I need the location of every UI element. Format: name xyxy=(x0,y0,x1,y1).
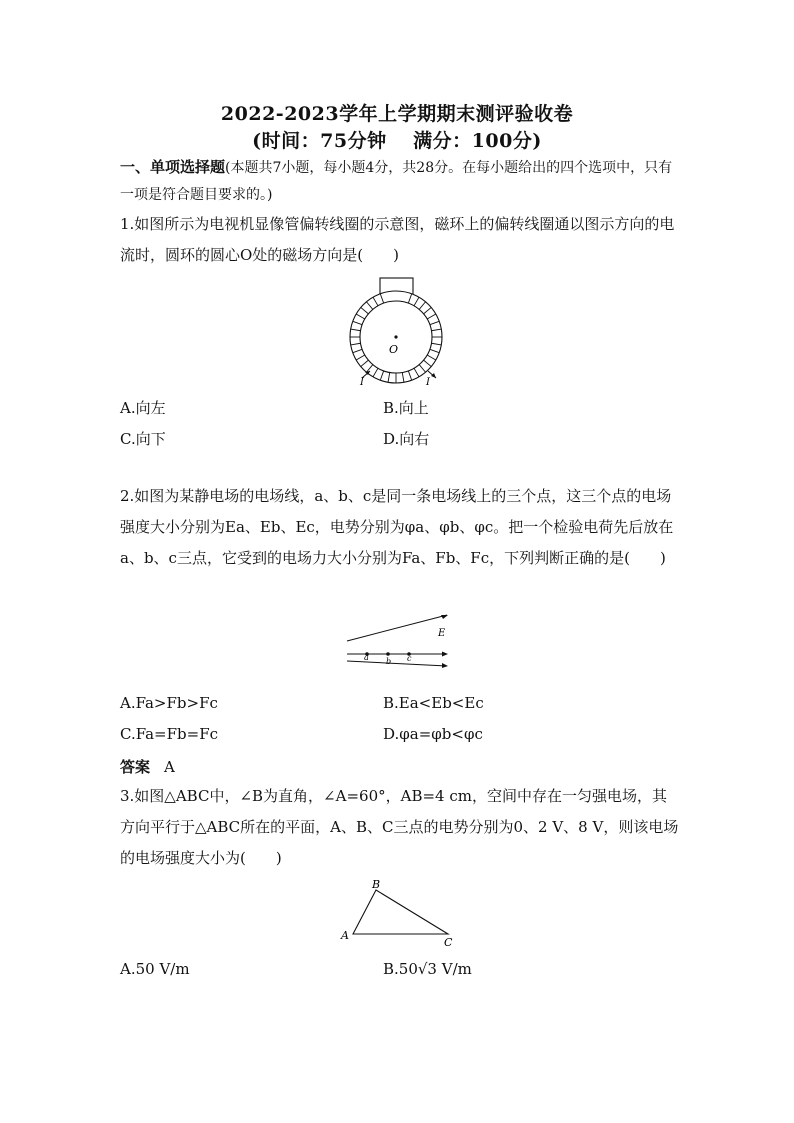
label-vertex-c: C xyxy=(444,936,453,948)
q1-option-c[interactable]: C.向下 xyxy=(120,430,166,448)
field-line-top xyxy=(347,615,447,641)
label-vertex-a: A xyxy=(341,929,349,942)
answer-value: A xyxy=(164,758,175,776)
field-line-middle-arrow xyxy=(442,652,448,657)
q2-answer xyxy=(120,756,175,777)
exam-subtitle: (时间：75分钟 满分：100分) xyxy=(252,130,542,152)
triangle-abc xyxy=(353,890,448,934)
label-center-o: O xyxy=(389,343,399,356)
triangle-abc-figure xyxy=(338,876,463,948)
electric-field-lines-figure xyxy=(342,608,457,670)
q3-option-b[interactable]: B.50√3 V/m xyxy=(383,960,472,978)
label-point-c: c xyxy=(407,654,412,663)
label-current-left: I xyxy=(360,377,364,388)
label-point-b: b xyxy=(386,657,392,666)
label-point-a: a xyxy=(364,653,369,662)
q1-option-d[interactable]: D.向右 xyxy=(383,430,430,448)
q3-option-a[interactable]: A.50 V/m xyxy=(120,960,190,978)
question-2-text: 2.如图为某静电场的电场线，a、b、c是同一条电场线上的三个点，这三个点的电场强度大小分别为Ea、Eb、Ec，电势分别为φa、φb、φc。把一个检验电荷先后放在a、b、c三点，它受到的电场力大小分别为Fa、Fb、Fc，下列判断正确的是( ) xyxy=(120,487,674,567)
label-field-e: E xyxy=(438,628,446,639)
q2-option-b[interactable]: B.Ea<Eb<Ec xyxy=(383,694,484,712)
section-heading xyxy=(120,154,680,209)
field-line-bottom-arrow xyxy=(442,663,448,668)
section-description: (本题共7小题，每小题4分，共28分。在每小题给出的四个选项中，只有一项是符合题目要求的。) xyxy=(120,160,673,203)
point-b xyxy=(386,652,390,656)
deflection-coil-figure xyxy=(340,275,455,390)
section-title: 一、单项选择题 xyxy=(120,158,226,176)
q2-option-c[interactable]: C.Fa=Fb=Fc xyxy=(120,725,218,743)
field-line-bottom xyxy=(347,661,447,666)
q1-option-b[interactable]: B.向上 xyxy=(383,399,429,417)
question-3-text: 3.如图△ABC中，∠B为直角，∠A=60°，AB=4 cm，空间中存在一匀强电场，其方向平行于△ABC所在的平面，A、B、C三点的电势分别为0、2 V、8 V，则该电场的电场强度大小为( ) xyxy=(120,787,679,867)
q1-option-a[interactable]: A.向左 xyxy=(120,399,166,417)
q2-option-a[interactable]: A.Fa>Fb>Fc xyxy=(120,694,218,712)
question-1-text: 1.如图所示为电视机显像管偏转线圈的示意图，磁环上的偏转线圈通以图示方向的电流时，圆环的圆心O处的磁场方向是( ) xyxy=(120,215,675,264)
center-point xyxy=(394,335,397,338)
field-line-top-arrow xyxy=(441,615,448,619)
answer-label: 答案 xyxy=(120,758,151,776)
q2-option-d[interactable]: D.φa=φb<φc xyxy=(383,725,483,743)
label-vertex-b: B xyxy=(372,878,381,891)
exam-title: 2022-2023学年上学期期末测评验收卷 xyxy=(220,103,574,125)
label-current-right: I xyxy=(426,377,430,388)
